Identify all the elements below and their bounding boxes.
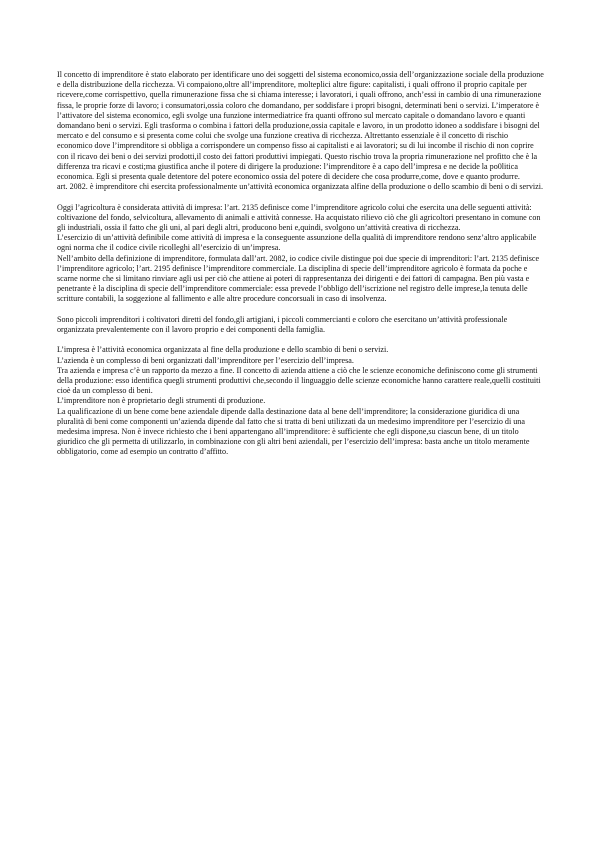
paragraph-bene-aziendale: La qualificazione di un bene come bene aziendale dipende dalla destinazione data al bene dell’imprenditore; la considerazione giuridica di una pluralità di beni come componenti un’azienda dipende dal fatto che si tratta di beni utilizzati da un medesimo imprenditore per l’esercizio di una medesima impresa. Non è invece richiesto che i beni appartengano all’imprenditore: è sufficiente che egli dispone,su ciascun bene, di un titolo giuridico che gli permetta di utilizzarlo, in combinazione con gli altri beni aziendali, per l’esercizio dell’impresa: basta anche un titolo meramente obbligatorio, come ad esempio un contratto d’affitto. xyxy=(57,406,530,457)
paragraph-gap xyxy=(57,335,544,345)
paragraph-proprietario: L’imprenditore non è proprietario degli strumenti di produzione. xyxy=(57,396,266,406)
paragraph-imprenditore-concept: Il concetto di imprenditore è stato elaborato per identificare uno dei soggetti del sistema economico,ossia dell’organizzazione sociale della produzione e della distribuzione della ricchezza. Vi compaiono,oltre all’imprenditore, molteplici altre figure: capitalisti, i quali offrono il proprio capitale per ricevere,come corrispettivo, quella rimunerazione fissa che si chiama interesse; i lavoratori, i quali offrono, anch’essi in cambio di una rimunerazione fissa, le proprie forze di lavoro; i consumatori,ossia coloro che domandano, per soddisfare i propri bisogni, determinati beni o servizi. L’imperatore è l’attivatore del sistema economico, egli svolge una funzione intermediatrice fra quanti offrono sul mercato capitale o domandano lavoro e quanti domandano beni o servizi. Egli trasforma o combina i fattori della produzione,ossia capitale e lavoro, in un prodotto idoneo a soddisfare i bisogni del mercato e del consumo e si presenta come colui che svolge una funzione creativa di ricchezza. Altrettanto essenziale è il concetto di rischio economico dove l’imprenditore si obbliga a corrispondere un compenso fisso ai capitalisti e ai lavoratori; su di lui incombe il rischio di non coprire con il ricavo dei beni o dei servizi prodotti,il costo dei fattori produttivi impiegati. Questo rischio trova la propria rimunerazione nel profitto che è la differenza tra ricavi e costi;ma giustifica anche il potere di dirigere la produzione: l’imprenditore è a capo dell’impresa e ne decide la po0litica economica. Egli si presenta quale detentore del potere economico ossia del potere di decidere che cosa produrre,come, dove e quanto produrre. xyxy=(57,70,544,182)
paragraph-art-2082: art. 2082. è imprenditore chi esercita professionalmente un’attività economica organizzata alfine della produzione o dello scambio di beni o di servizi. xyxy=(57,182,543,192)
paragraph-esercizio-attivita: L’esercizio di un’attività definibile come attività di impresa e la conseguente assunzione della qualità di imprenditore rendono senz’altro applicabile ogni norma che il codice civile ricolleghi all’esercizio di un’impresa. xyxy=(57,233,537,253)
document-body xyxy=(57,70,544,458)
paragraph-piccoli-imprenditori: Sono piccoli imprenditori i coltivatori diretti del fondo,gli artigiani, i piccoli commercianti e coloro che esercitano un’attività professionale organizzata prevalentemente con il lavoro proprio e dei componenti della famiglia. xyxy=(57,314,508,335)
paragraph-specie-imprenditori: Nell’ambito della definizione di imprenditore, formulata dall’art. 2082, io codice civile distingue poi due specie di imprenditori: l’art. 2135 definisce l’imprenditore agricolo; l’art. 2195 definisce l’imprenditore commerciale. La disciplina di specie dell’imprenditore agricolo è formata da poche e scarne norme che si limitano rinviare agli usi per ciò che attiene ai poteri di rappresentanza dei dirigenti e dei fattori di campagna. Ben più vasta e penetrante è la disciplina di specie dell’imprenditore commerciale: essa prevede l’obbligo dell’iscrizione nel registro delle imprese,la tenuta delle scritture contabili, la soggezione al fallimento e alle altre procedure concorsuali in caso di insolvenza. xyxy=(57,253,540,304)
paragraph-gap xyxy=(57,192,544,202)
paragraph-azienda-definition: L’azienda è un complesso di beni organizzati dall’imprenditore per l’esercizio dell’impresa. xyxy=(57,355,354,365)
paragraph-agricoltura: Oggi l’agricoltura è considerata attività di impresa: l’art. 2135 definisce come l’imprenditore agricolo colui che esercita una delle seguenti attività: coltivazione del fondo, selvicoltura, allevamento di animali e attività connesse. Ha acquistato rilievo ciò che gli agricoltori presentano in comune con gli industriali, ossia il fatto che gli uni, al pari degli altri, producono beni e,quindi, svolgono un’attività creativa di ricchezza. xyxy=(57,202,541,233)
paragraph-gap xyxy=(57,305,544,315)
paragraph-azienda-impresa-rapporto: Tra azienda e impresa c’è un rapporto da mezzo a fine. Il concetto di azienda attiene a ciò che le scienze economiche definiscono come gli strumenti della produzione: esso identifica quegli strumenti produttivi che,secondo il linguaggio delle scienze economiche hanno carattere reale,quelli costituiti cioè da un complesso di beni. xyxy=(57,365,541,396)
paragraph-impresa-definition: L’impresa è l’attività economica organizzata al fine della produzione e dello scambio di beni o servizi. xyxy=(57,345,389,355)
